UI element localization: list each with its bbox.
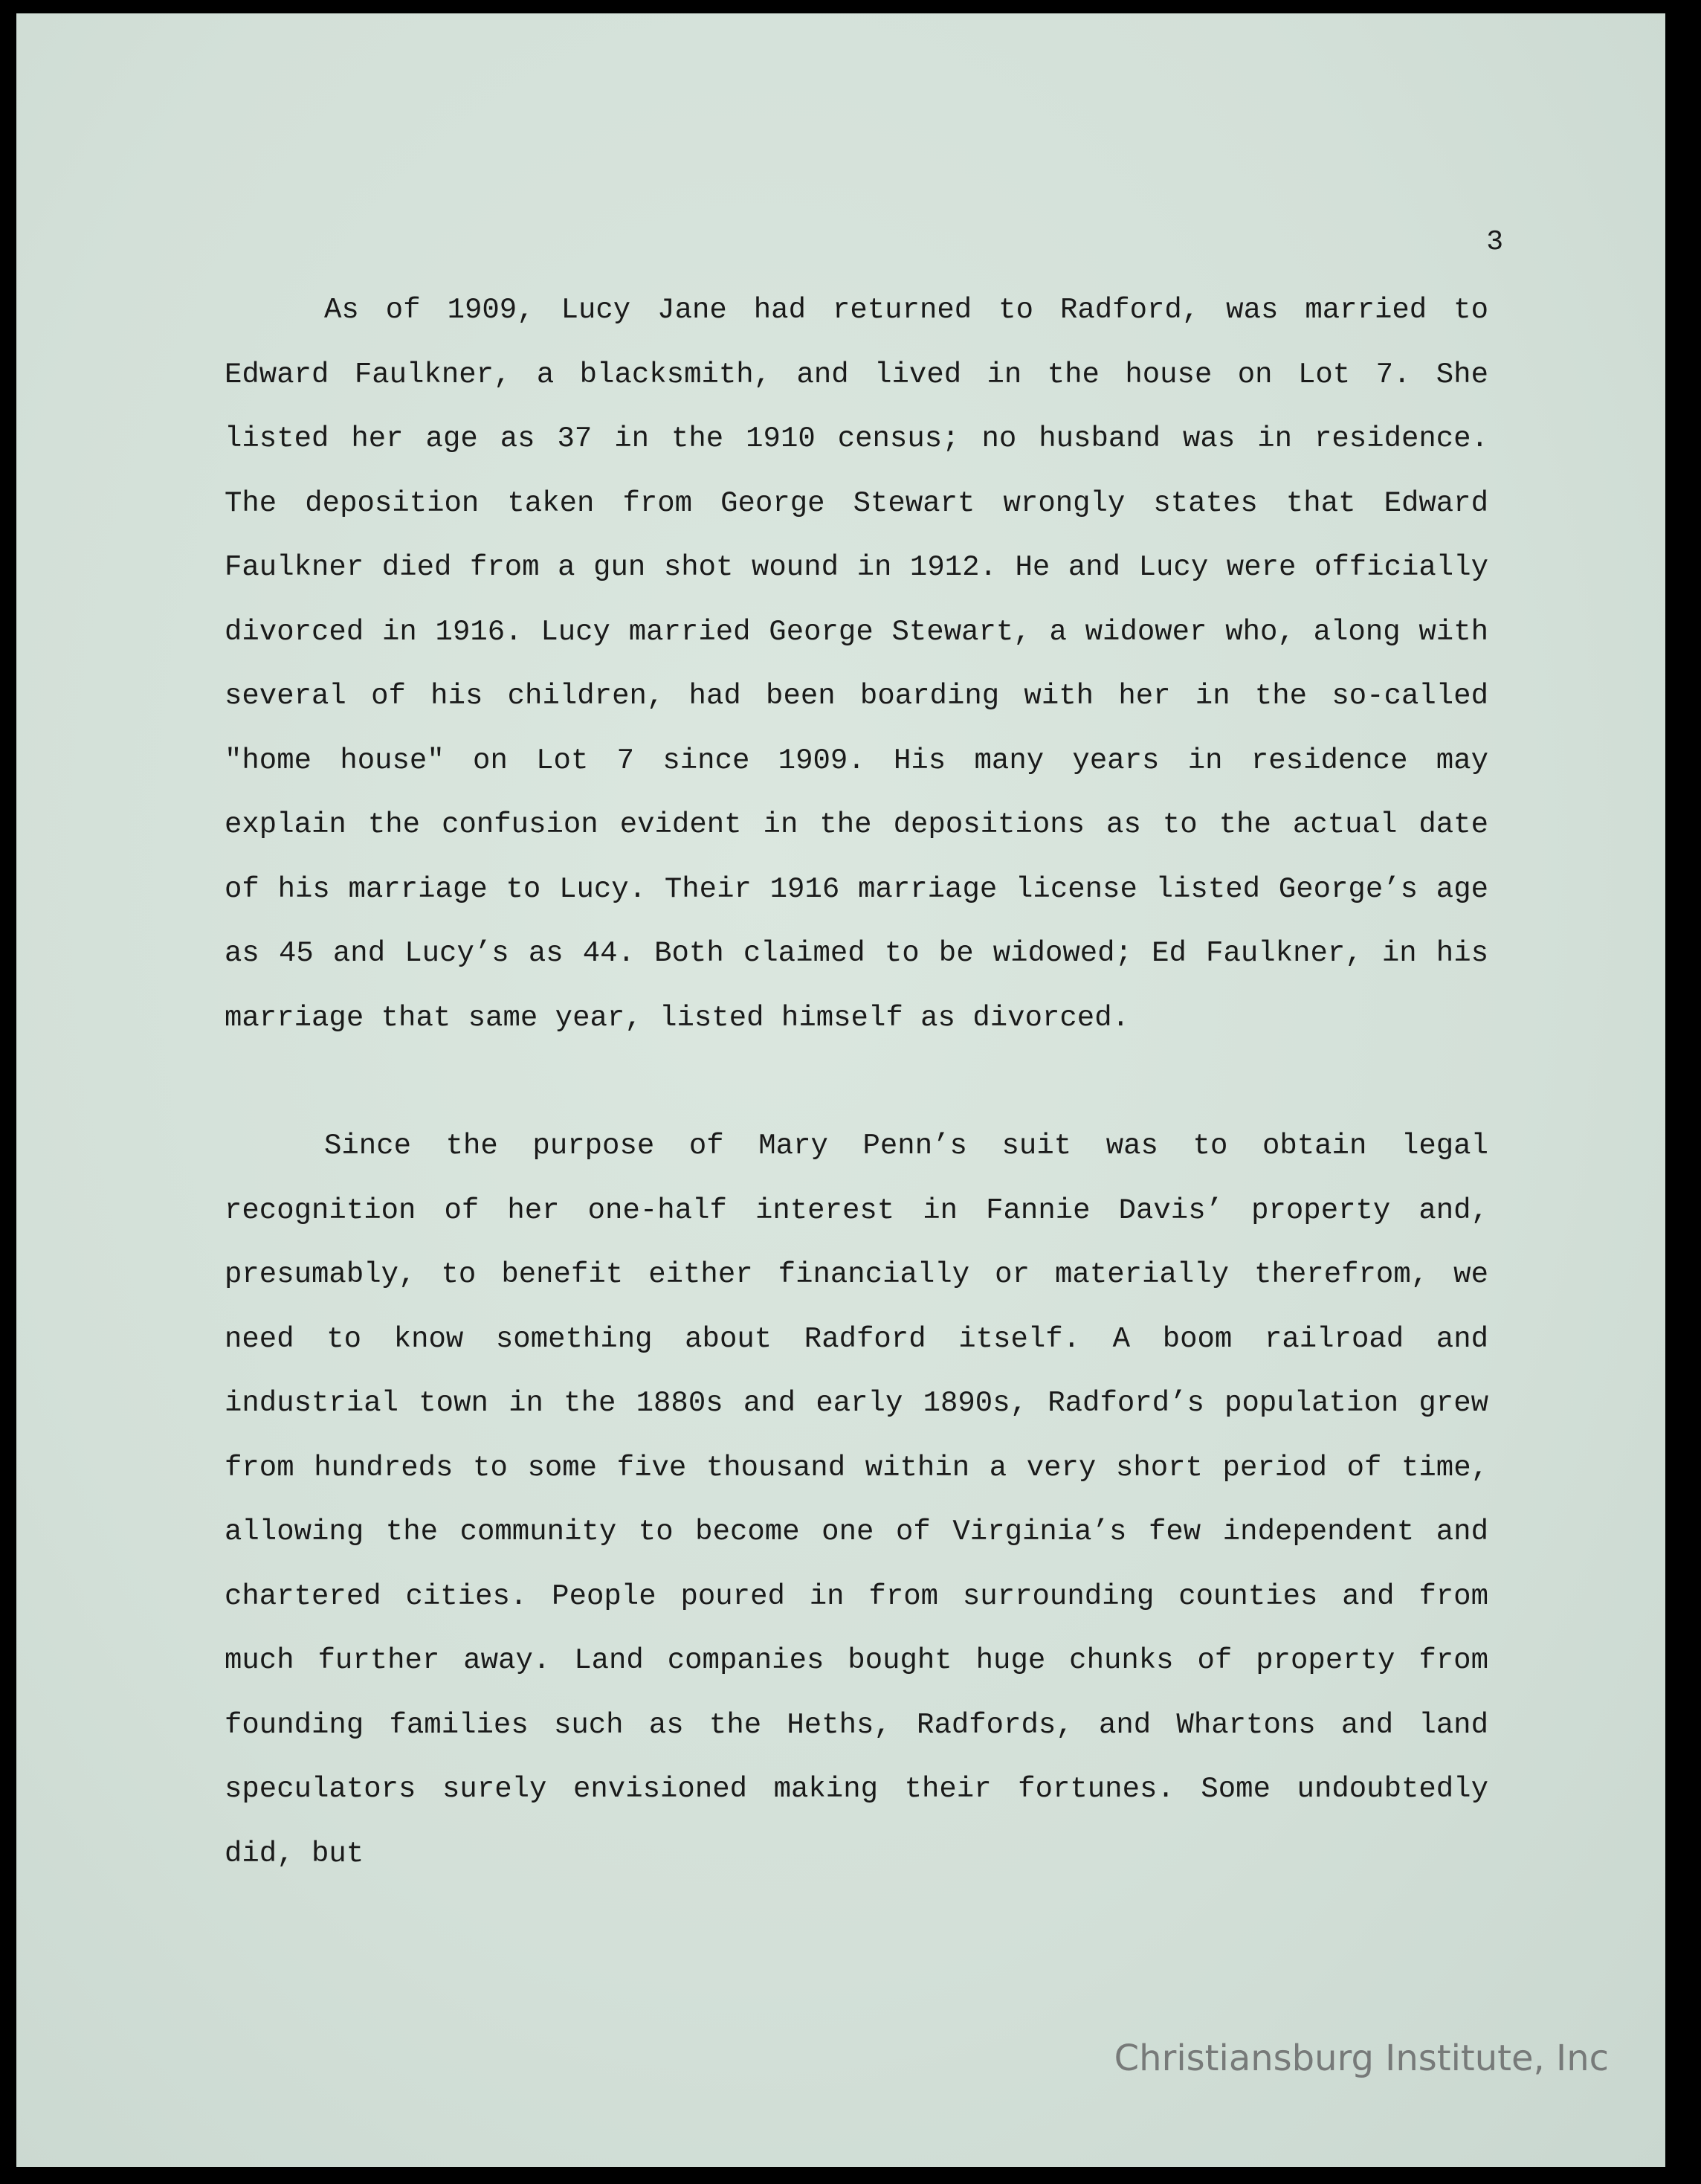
- page-number: 3: [1486, 226, 1503, 258]
- paragraph-radford: Since the purpose of Mary Penn’s suit was to obtain legal recognition of her one-half interest in Fannie Davis’ property and, presumably, to benefit either financially or materially therefrom, we need to know something about Radford itself. A boom railroad and industrial town in the 1880s and early 1890s, Radford’s population grew from hundreds to some five thousand within a very short period of time, allowing the community to become one of Virginia’s few independent and chartered cities. People poured in from surrounding counties and from much further away. Land companies bought huge chunks of property from founding families such as the Heths, Radfords, and Whartons and land speculators surely envisioned making their fortunes. Some undoubtedly did, but: [225, 1130, 1488, 1870]
- body-text: [225, 278, 1488, 1886]
- watermark: Christiansburg Institute, Inc: [1114, 2038, 1609, 2079]
- paragraph-lucy-jane: As of 1909, Lucy Jane had returned to Radford, was married to Edward Faulkner, a blacksmith, and lived in the house on Lot 7. She listed her age as 37 in the 1910 census; no husband was in residence. The deposition taken from George Stewart wrongly states that Edward Faulkner died from a gun shot wound in 1912. He and Lucy were officially divorced in 1916. Lucy married George Stewart, a widower who, along with several of his children, had been boarding with her in the so-called "home house" on Lot 7 since 1909. His many years in residence may explain the confusion evident in the depositions as to the actual date of his marriage to Lucy. Their 1916 marriage license listed George’s age as 45 and Lucy’s as 44. Both claimed to be widowed; Ed Faulkner, in his marriage that same year, listed himself as divorced.: [225, 294, 1488, 1034]
- document-page: [16, 13, 1665, 2167]
